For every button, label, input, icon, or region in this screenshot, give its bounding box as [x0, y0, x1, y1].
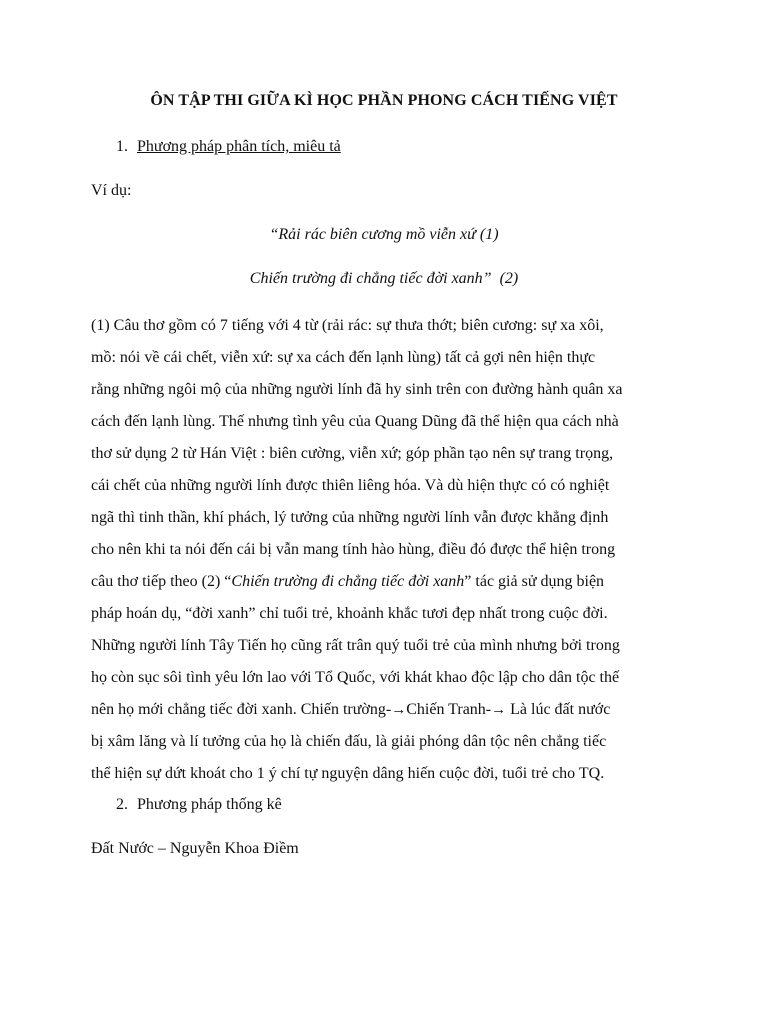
paragraph-line: Những người lính Tây Tiến họ cũng rất trân quý tuổi trẻ của mình nhưng bởi trong — [91, 637, 620, 654]
poem-line-1: “Rải rác biên cương mồ viễn xứ (1) — [269, 226, 499, 243]
paragraph-line: (1) Câu thơ gồm có 7 tiếng với 4 từ (rải rác: sự thưa thớt; biên cương: sự xa xôi, — [91, 317, 604, 334]
paragraph-line: thể hiện sự dứt khoát cho 1 ý chí tự nguyện dâng hiến cuộc đời, tuổi trẻ cho TQ. — [91, 765, 605, 782]
right-arrow-icon: → — [491, 702, 507, 718]
paragraph-line: pháp hoán dụ, “đời xanh” chỉ tuổi trẻ, khoảnh khắc tươi đẹp nhất trong cuộc đời. — [91, 605, 608, 622]
section-2-number: 2. — [116, 796, 128, 813]
poem-line-2 — [0, 270, 768, 288]
quoted-poem-line: Chiến trường đi chẳng tiếc đời xanh — [231, 573, 465, 590]
section-2-label: Phương pháp thống kê — [137, 796, 282, 813]
paragraph-line — [91, 570, 691, 602]
poem-source-line: Đất Nước – Nguyễn Khoa Điềm — [91, 840, 299, 857]
paragraph-text: nên họ mới chẳng tiếc đời xanh. Chiến trường- — [91, 701, 392, 718]
paragraph-line: bị xâm lăng và lí tưởng của họ là chiến đấu, là giải phóng dân tộc nên chẳng tiếc — [91, 733, 607, 750]
paragraph-text: Là lúc đất nước — [506, 701, 611, 718]
paragraph-line — [91, 698, 691, 730]
poem-line-2-text: Chiến trường đi chẳng tiếc đời xanh” — [249, 270, 492, 287]
paragraph-line: mồ: nói về cái chết, viễn xứ: sự xa cách đến lạnh lùng) tất cả gợi nên hiện thực — [91, 349, 596, 366]
example-label: Ví dụ: — [91, 182, 132, 199]
section-2-heading — [116, 796, 282, 814]
section-1-label: Phương pháp phân tích, miêu tả — [137, 138, 341, 155]
paragraph-line: họ còn sục sôi tình yêu lớn lao với Tổ Quốc, với khát khao độc lập cho dân tộc thế — [91, 669, 620, 686]
poem-line-2-number: (2) — [499, 270, 519, 287]
paragraph-line: cho nên khi ta nói đến cái bị vẫn mang tính hào hùng, điều đó được thể hiện trong — [91, 541, 616, 558]
paragraph-line: ngã thì tinh thần, khí phách, lý tưởng của những người lính vẫn được khẳng định — [91, 509, 609, 526]
section-1-heading — [116, 138, 341, 156]
paragraph-line: cách đến lạnh lùng. Thế nhưng tình yêu của Quang Dũng đã thể hiện qua cách nhà — [91, 413, 619, 430]
paragraph-line: rằng những ngôi mộ của những người lính đã hy sinh trên con đường hành quân xa — [91, 381, 623, 398]
paragraph-text: Chiến Tranh- — [406, 701, 492, 718]
section-1-number: 1. — [116, 138, 128, 155]
paragraph-text: câu thơ tiếp theo (2) “ — [91, 573, 232, 590]
paragraph-line: cái chết của những người lính được thiên liêng hóa. Và dù hiện thực có có nghiệt — [91, 477, 610, 494]
right-arrow-icon: → — [391, 702, 407, 718]
paragraph-line: thơ sử dụng 2 từ Hán Việt : biên cường, viễn xứ; góp phần tạo nên sự trang trọng, — [91, 445, 614, 462]
analysis-paragraph — [91, 314, 691, 794]
paragraph-text: ” tác giả sử dụng biện — [464, 573, 605, 590]
document-title: ÔN TẬP THI GIỮA KÌ HỌC PHẦN PHONG CÁCH TIẾNG VIỆT — [150, 92, 618, 109]
